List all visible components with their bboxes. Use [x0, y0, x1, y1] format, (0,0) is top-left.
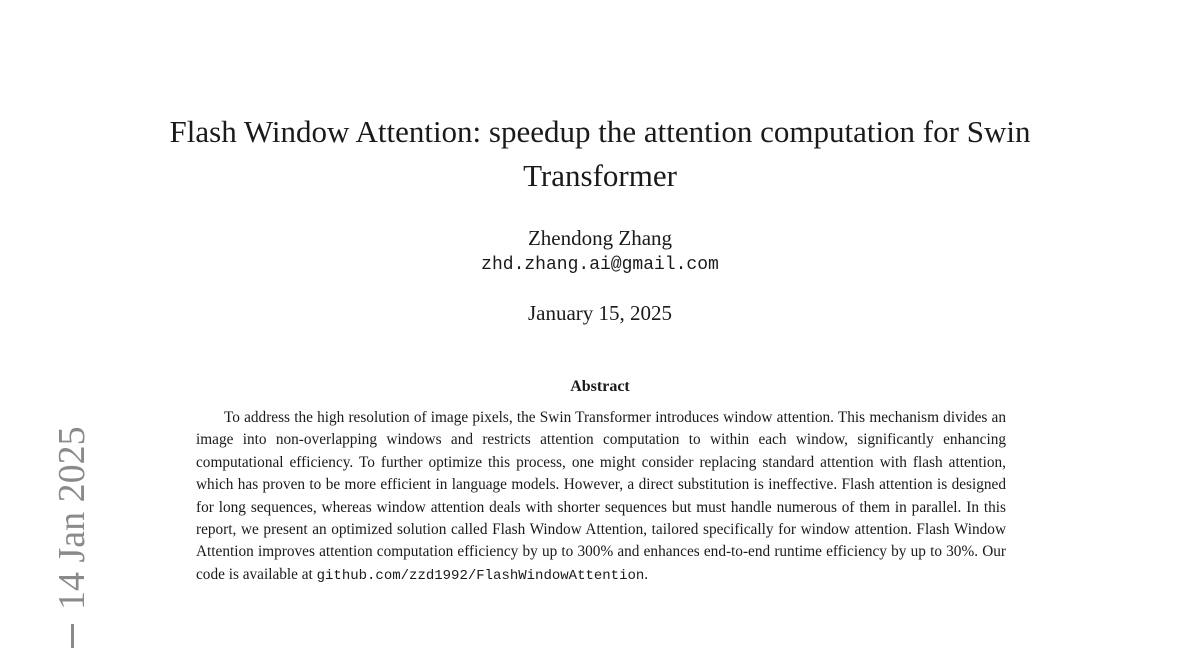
author-block — [300, 224, 900, 278]
stamp-date: 14 Jan 2025 — [51, 426, 93, 610]
abstract-end: . — [644, 565, 649, 583]
abstract-text: To address the high resolution of image pixels, the Swin Transformer introduces window attention. This mechanism divides an image into non-overlapping windows and restricts attention computation to within each window, significantly enhancing computational efficiency. To further optimize this process, one might consider replacing standard attention with flash attention, which has proven to be more efficient in language models. However, a direct substitution is ineffective. Flash attention is designed for long sequences, whereas window attention deals with shorter sequences but must handle numerous of them in parallel. In this report, we present an optimized solution called Flash Window Attention, tailored specifically for window attention. Flash Window Attention improves attention computation efficiency by up to 300% and enhances end-to-end runtime efficiency by up to 30%. Our code is available at — [196, 409, 1006, 583]
author-email: zhd.zhang.ai@gmail.com — [481, 255, 719, 275]
author-name: Zhendong Zhang — [527, 226, 673, 250]
abstract-heading: Abstract — [570, 378, 630, 395]
paper-title: Flash Window Attention: speedup the attention computation for Swin Transformer — [169, 114, 1031, 193]
code-url: github.com/zzd1992/FlashWindowAttention — [316, 567, 645, 584]
paper-date: January 15, 2025 — [527, 301, 673, 325]
arxiv-date-stamp — [50, 426, 94, 648]
abstract-body — [196, 407, 1006, 587]
stamp-bar — [71, 624, 74, 648]
